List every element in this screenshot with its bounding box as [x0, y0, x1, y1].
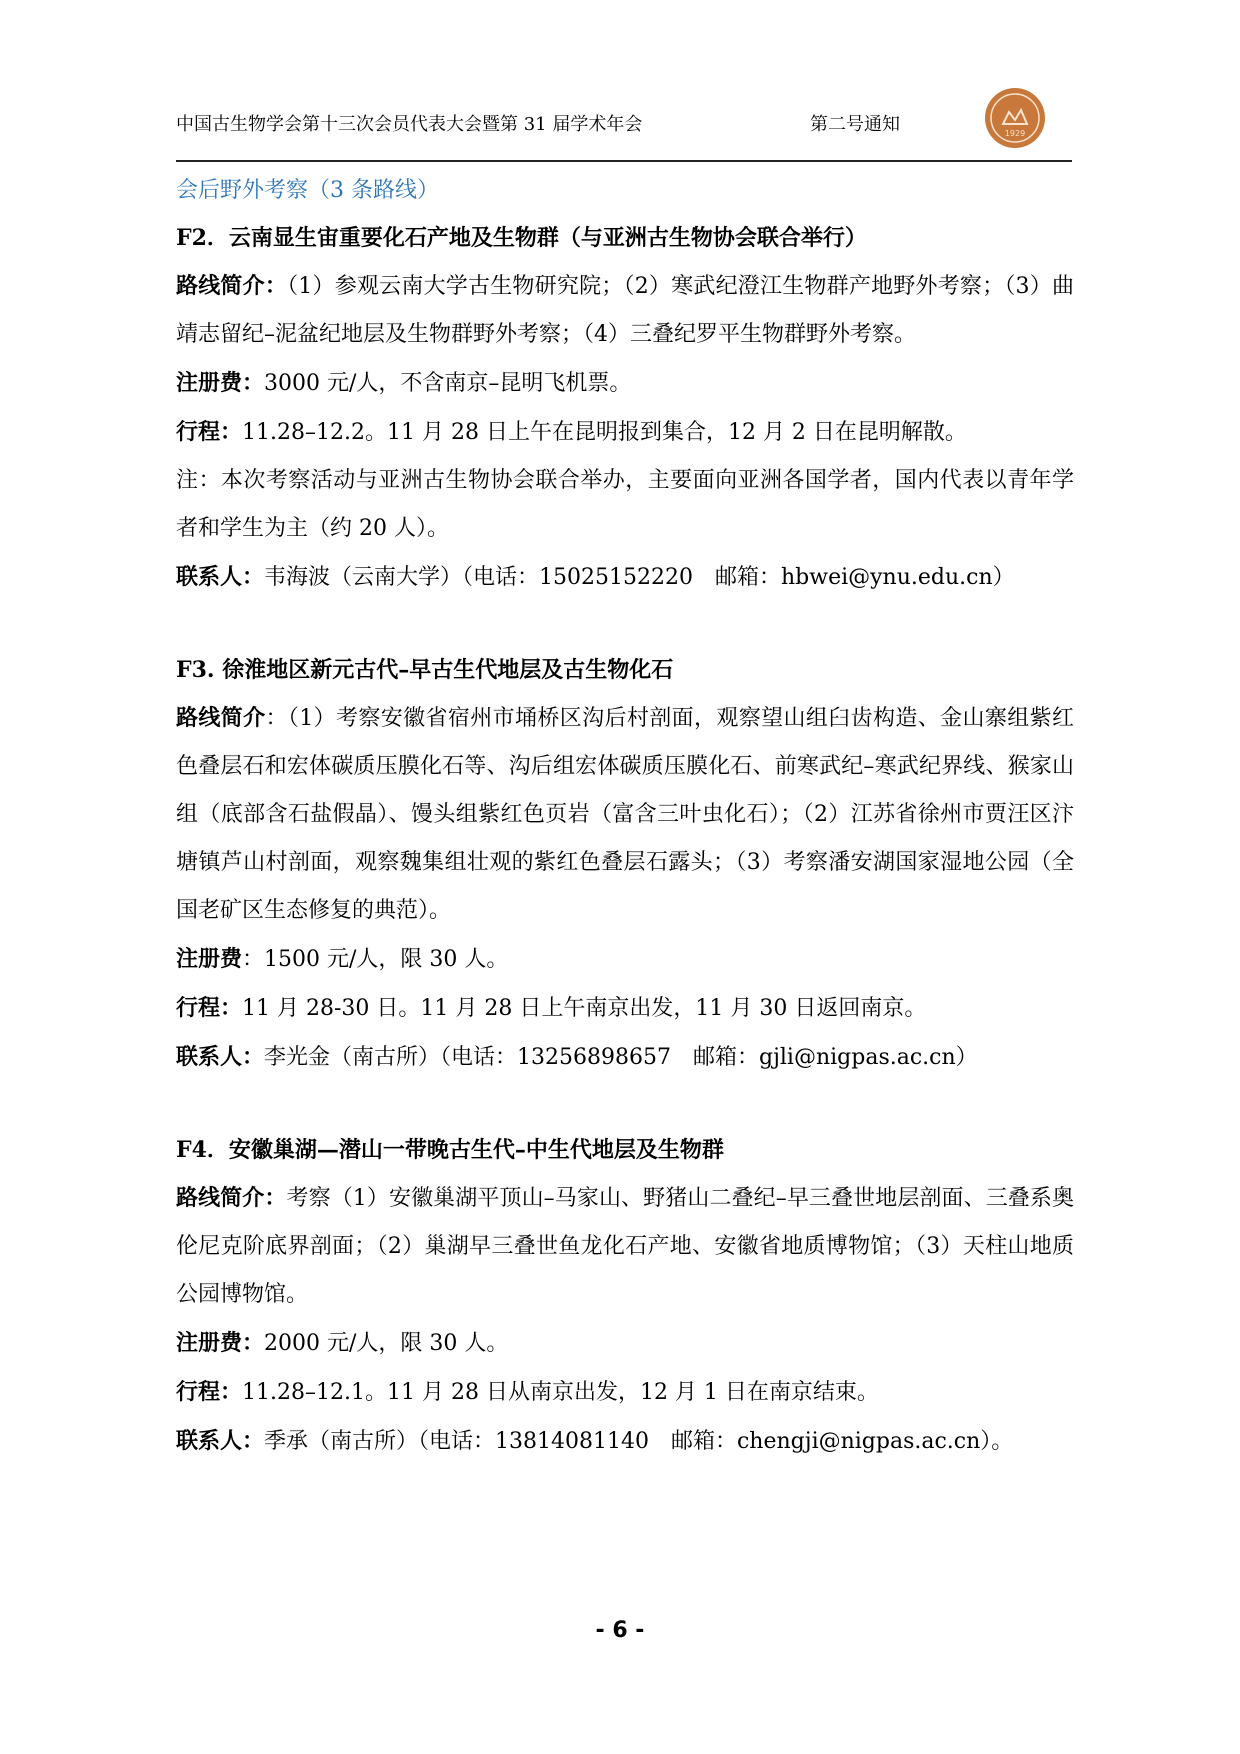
route-f3: [176, 646, 1074, 1082]
route-intro: 路线简介：（1）参观云南大学古生物研究院；（2）寒武纪澄江生物群产地野外考察；（3）曲靖志留纪–泥盆纪地层及生物群野外考察；（4）三叠纪罗平生物群野外考察。: [176, 273, 1074, 347]
route-contact: 联系人：季承（南古所）（电话：13814081140 邮箱：chengji@nigpas.ac.cn）。: [176, 1428, 1014, 1454]
page-content: [176, 168, 1074, 1466]
section-title: 会后野外考察（3 条路线）: [176, 178, 439, 203]
route-intro: 路线简介：考察（1）安徽巢湖平顶山–马家山、野猪山二叠纪–早三叠世地层剖面、三叠系奥伦尼克阶底界剖面；（2）巢湖早三叠世鱼龙化石产地、安徽省地质博物馆；（3）天柱山地质公园博物馆。: [176, 1185, 1074, 1307]
route-fee: 注册费：1500 元/人，限 30 人。: [176, 946, 509, 972]
route-f4: [176, 1126, 1074, 1466]
svg-text:1929: 1929: [1004, 129, 1026, 138]
page-number: - 6 -: [595, 1618, 645, 1643]
society-seal-logo: [983, 86, 1047, 150]
route-intro: 路线简介：（1）考察安徽省宿州市埇桥区沟后村剖面，观察望山组臼齿构造、金山寨组紫红色叠层石和宏体碳质压膜化石等、沟后组宏体碳质压膜化石、前寒武纪–寒武纪界线、猴家山组（底部含石盐假晶）、馒头组紫红色页岩（富含三叶虫化石）；（2）江苏省徐州市贾汪区汴塘镇芦山村剖面，观察魏集组壮观的紫红色叠层石露头；（3）考察潘安湖国家湿地公园（全国老矿区生态修复的典范）。: [176, 705, 1074, 923]
route-schedule: 行程：11.28–12.2。11 月 28 日上午在昆明报到集合，12 月 2 日在昆明解散。: [176, 419, 967, 445]
route-heading: F4．安徽巢湖—潜山一带晚古生代–中生代地层及生物群: [176, 1137, 724, 1163]
conference-title: 中国古生物学会第十三次会员代表大会暨第 31 届学术年会: [176, 114, 643, 135]
route-fee: 注册费：3000 元/人，不含南京–昆明飞机票。: [176, 370, 632, 396]
route-contact: 联系人：韦海波（云南大学）（电话：15025152220 邮箱：hbwei@ynu.edu.cn）: [176, 564, 1015, 590]
route-schedule: 行程：11 月 28-30 日。11 月 28 日上午南京出发，11 月 30 日返回南京。: [176, 995, 927, 1021]
notice-title: 第二号通知: [810, 114, 900, 135]
route-heading: F3. 徐淮地区新元古代–早古生代地层及古生物化石: [176, 657, 674, 683]
route-heading: F2．云南显生宙重要化石产地及生物群（与亚洲古生物协会联合举行）: [176, 225, 867, 251]
route-f2: [176, 214, 1074, 602]
page-header: [176, 104, 1076, 164]
route-contact: 联系人：李光金（南古所）（电话：13256898657 邮箱：gjli@nigpas.ac.cn）: [176, 1044, 978, 1070]
route-schedule: 行程：11.28–12.1。11 月 28 日从南京出发，12 月 1 日在南京结束。: [176, 1379, 879, 1405]
header-divider: [176, 160, 1072, 162]
route-fee: 注册费：2000 元/人，限 30 人。: [176, 1330, 509, 1356]
route-note: 注：本次考察活动与亚洲古生物协会联合举办，主要面向亚洲各国学者，国内代表以青年学者和学生为主（约 20 人）。: [176, 468, 1074, 541]
